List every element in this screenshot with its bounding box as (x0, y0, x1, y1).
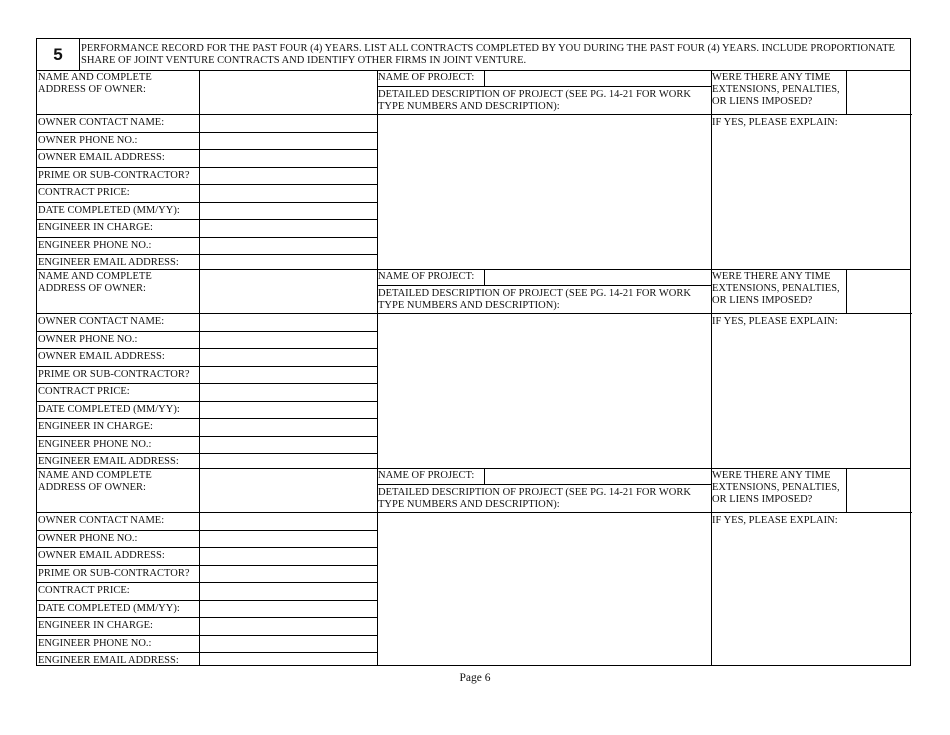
project-name-label: NAME OF PROJECT: (378, 470, 475, 481)
explain-field[interactable] (712, 129, 911, 269)
row-value-field[interactable] (200, 220, 376, 237)
row-label: OWNER PHONE NO.: (38, 135, 138, 146)
row-label: CONTRACT PRICE: (38, 585, 130, 596)
row-label: DATE COMPLETED (MM/YY): (38, 404, 180, 415)
owner-name-address-field[interactable] (200, 71, 376, 114)
row-label: CONTRACT PRICE: (38, 187, 130, 198)
explain-field[interactable] (712, 527, 911, 665)
time-extensions-answer-field[interactable] (847, 71, 911, 114)
project-name-field[interactable] (485, 270, 710, 285)
row-divider (377, 86, 711, 87)
performance-record-form (36, 38, 911, 666)
time-extensions-label: WERE THERE ANY TIME EXTENSIONS, PENALTIES, OR LIENS IMPOSED? (712, 470, 840, 505)
row-value-field[interactable] (200, 653, 376, 665)
row-label: ENGINEER EMAIL ADDRESS: (38, 257, 179, 268)
row-label: ENGINEER IN CHARGE: (38, 620, 153, 631)
project-description-label: DETAILED DESCRIPTION OF PROJECT (SEE PG. 14-21 FOR WORK TYPE NUMBERS AND DESCRIPTION): (378, 89, 691, 112)
row-label: ENGINEER PHONE NO.: (38, 240, 152, 251)
row-label: ENGINEER PHONE NO.: (38, 638, 152, 649)
explain-label: IF YES, PLEASE EXPLAIN: (712, 316, 838, 327)
page-number: Page 6 (459, 672, 491, 684)
row-value-field[interactable] (200, 548, 376, 565)
row-value-field[interactable] (200, 513, 376, 530)
row-label: ENGINEER IN CHARGE: (38, 421, 153, 432)
owner-name-address-label: NAME AND COMPLETE ADDRESS OF OWNER: (38, 470, 152, 493)
section-number: 5 (37, 39, 80, 70)
explain-field[interactable] (712, 328, 911, 468)
row-label: OWNER PHONE NO.: (38, 533, 138, 544)
row-value-field[interactable] (200, 185, 376, 202)
time-extensions-answer-field[interactable] (847, 469, 911, 512)
row-divider (711, 114, 912, 115)
row-value-field[interactable] (200, 636, 376, 652)
project-name-field[interactable] (485, 71, 710, 86)
row-label: DATE COMPLETED (MM/YY): (38, 205, 180, 216)
row-value-field[interactable] (200, 601, 376, 617)
row-label: OWNER EMAIL ADDRESS: (38, 152, 165, 163)
project-description-field[interactable] (378, 115, 710, 269)
row-value-field[interactable] (200, 437, 376, 453)
row-value-field[interactable] (200, 583, 376, 600)
row-label: OWNER CONTACT NAME: (38, 515, 165, 526)
row-divider (377, 484, 711, 485)
project-description-label: DETAILED DESCRIPTION OF PROJECT (SEE PG. 14-21 FOR WORK TYPE NUMBERS AND DESCRIPTION): (378, 288, 691, 311)
contract-block (36, 71, 911, 270)
row-label: PRIME OR SUB-CONTRACTOR? (38, 170, 190, 181)
project-description-field[interactable] (378, 314, 710, 468)
row-label: OWNER CONTACT NAME: (38, 117, 165, 128)
time-extensions-answer-field[interactable] (847, 270, 911, 313)
contract-block (36, 469, 911, 666)
project-name-label: NAME OF PROJECT: (378, 271, 475, 282)
time-extensions-label: WERE THERE ANY TIME EXTENSIONS, PENALTIES, OR LIENS IMPOSED? (712, 72, 840, 107)
project-name-label: NAME OF PROJECT: (378, 72, 475, 83)
row-divider (711, 512, 912, 513)
owner-name-address-field[interactable] (200, 270, 376, 313)
project-description-label: DETAILED DESCRIPTION OF PROJECT (SEE PG. 14-21 FOR WORK TYPE NUMBERS AND DESCRIPTION): (378, 487, 691, 510)
row-label: DATE COMPLETED (MM/YY): (38, 603, 180, 614)
row-value-field[interactable] (200, 349, 376, 366)
row-label: OWNER EMAIL ADDRESS: (38, 550, 165, 561)
row-label: OWNER EMAIL ADDRESS: (38, 351, 165, 362)
project-description-field[interactable] (378, 513, 710, 665)
section-instructions: PERFORMANCE RECORD FOR THE PAST FOUR (4) YEARS. LIST ALL CONTRACTS COMPLETED BY YOU DURING THE PAST FOUR (4) YEARS. INCLUDE PROPORTIONATE SHARE OF JOINT VENTURE CONTRACTS AND IDENTIFY OTHER FIRMS IN JOINT VENTURE. (81, 43, 895, 66)
row-label: CONTRACT PRICE: (38, 386, 130, 397)
row-divider (377, 285, 711, 286)
row-label: OWNER PHONE NO.: (38, 334, 138, 345)
explain-label: IF YES, PLEASE EXPLAIN: (712, 117, 838, 128)
row-value-field[interactable] (200, 255, 376, 269)
row-label: PRIME OR SUB-CONTRACTOR? (38, 568, 190, 579)
row-value-field[interactable] (200, 203, 376, 219)
row-value-field[interactable] (200, 150, 376, 167)
row-label: PRIME OR SUB-CONTRACTOR? (38, 369, 190, 380)
row-label: OWNER CONTACT NAME: (38, 316, 165, 327)
owner-name-address-label: NAME AND COMPLETE ADDRESS OF OWNER: (38, 271, 152, 294)
project-name-field[interactable] (485, 469, 710, 484)
row-label: ENGINEER PHONE NO.: (38, 439, 152, 450)
row-label: ENGINEER IN CHARGE: (38, 222, 153, 233)
row-value-field[interactable] (200, 566, 376, 582)
row-value-field[interactable] (200, 384, 376, 401)
row-value-field[interactable] (200, 115, 376, 132)
owner-name-address-label: NAME AND COMPLETE ADDRESS OF OWNER: (38, 72, 152, 95)
row-value-field[interactable] (200, 531, 376, 547)
row-value-field[interactable] (200, 367, 376, 383)
row-label: ENGINEER EMAIL ADDRESS: (38, 456, 179, 467)
row-value-field[interactable] (200, 238, 376, 254)
row-value-field[interactable] (200, 168, 376, 184)
row-value-field[interactable] (200, 332, 376, 348)
section-header (36, 38, 911, 71)
row-value-field[interactable] (200, 402, 376, 418)
owner-name-address-field[interactable] (200, 469, 376, 512)
contract-block (36, 270, 911, 469)
row-value-field[interactable] (200, 419, 376, 436)
row-label: ENGINEER EMAIL ADDRESS: (38, 655, 179, 666)
row-value-field[interactable] (200, 454, 376, 468)
time-extensions-label: WERE THERE ANY TIME EXTENSIONS, PENALTIES, OR LIENS IMPOSED? (712, 271, 840, 306)
row-divider (711, 313, 912, 314)
row-value-field[interactable] (200, 618, 376, 635)
row-value-field[interactable] (200, 314, 376, 331)
row-value-field[interactable] (200, 133, 376, 149)
explain-label: IF YES, PLEASE EXPLAIN: (712, 515, 838, 526)
